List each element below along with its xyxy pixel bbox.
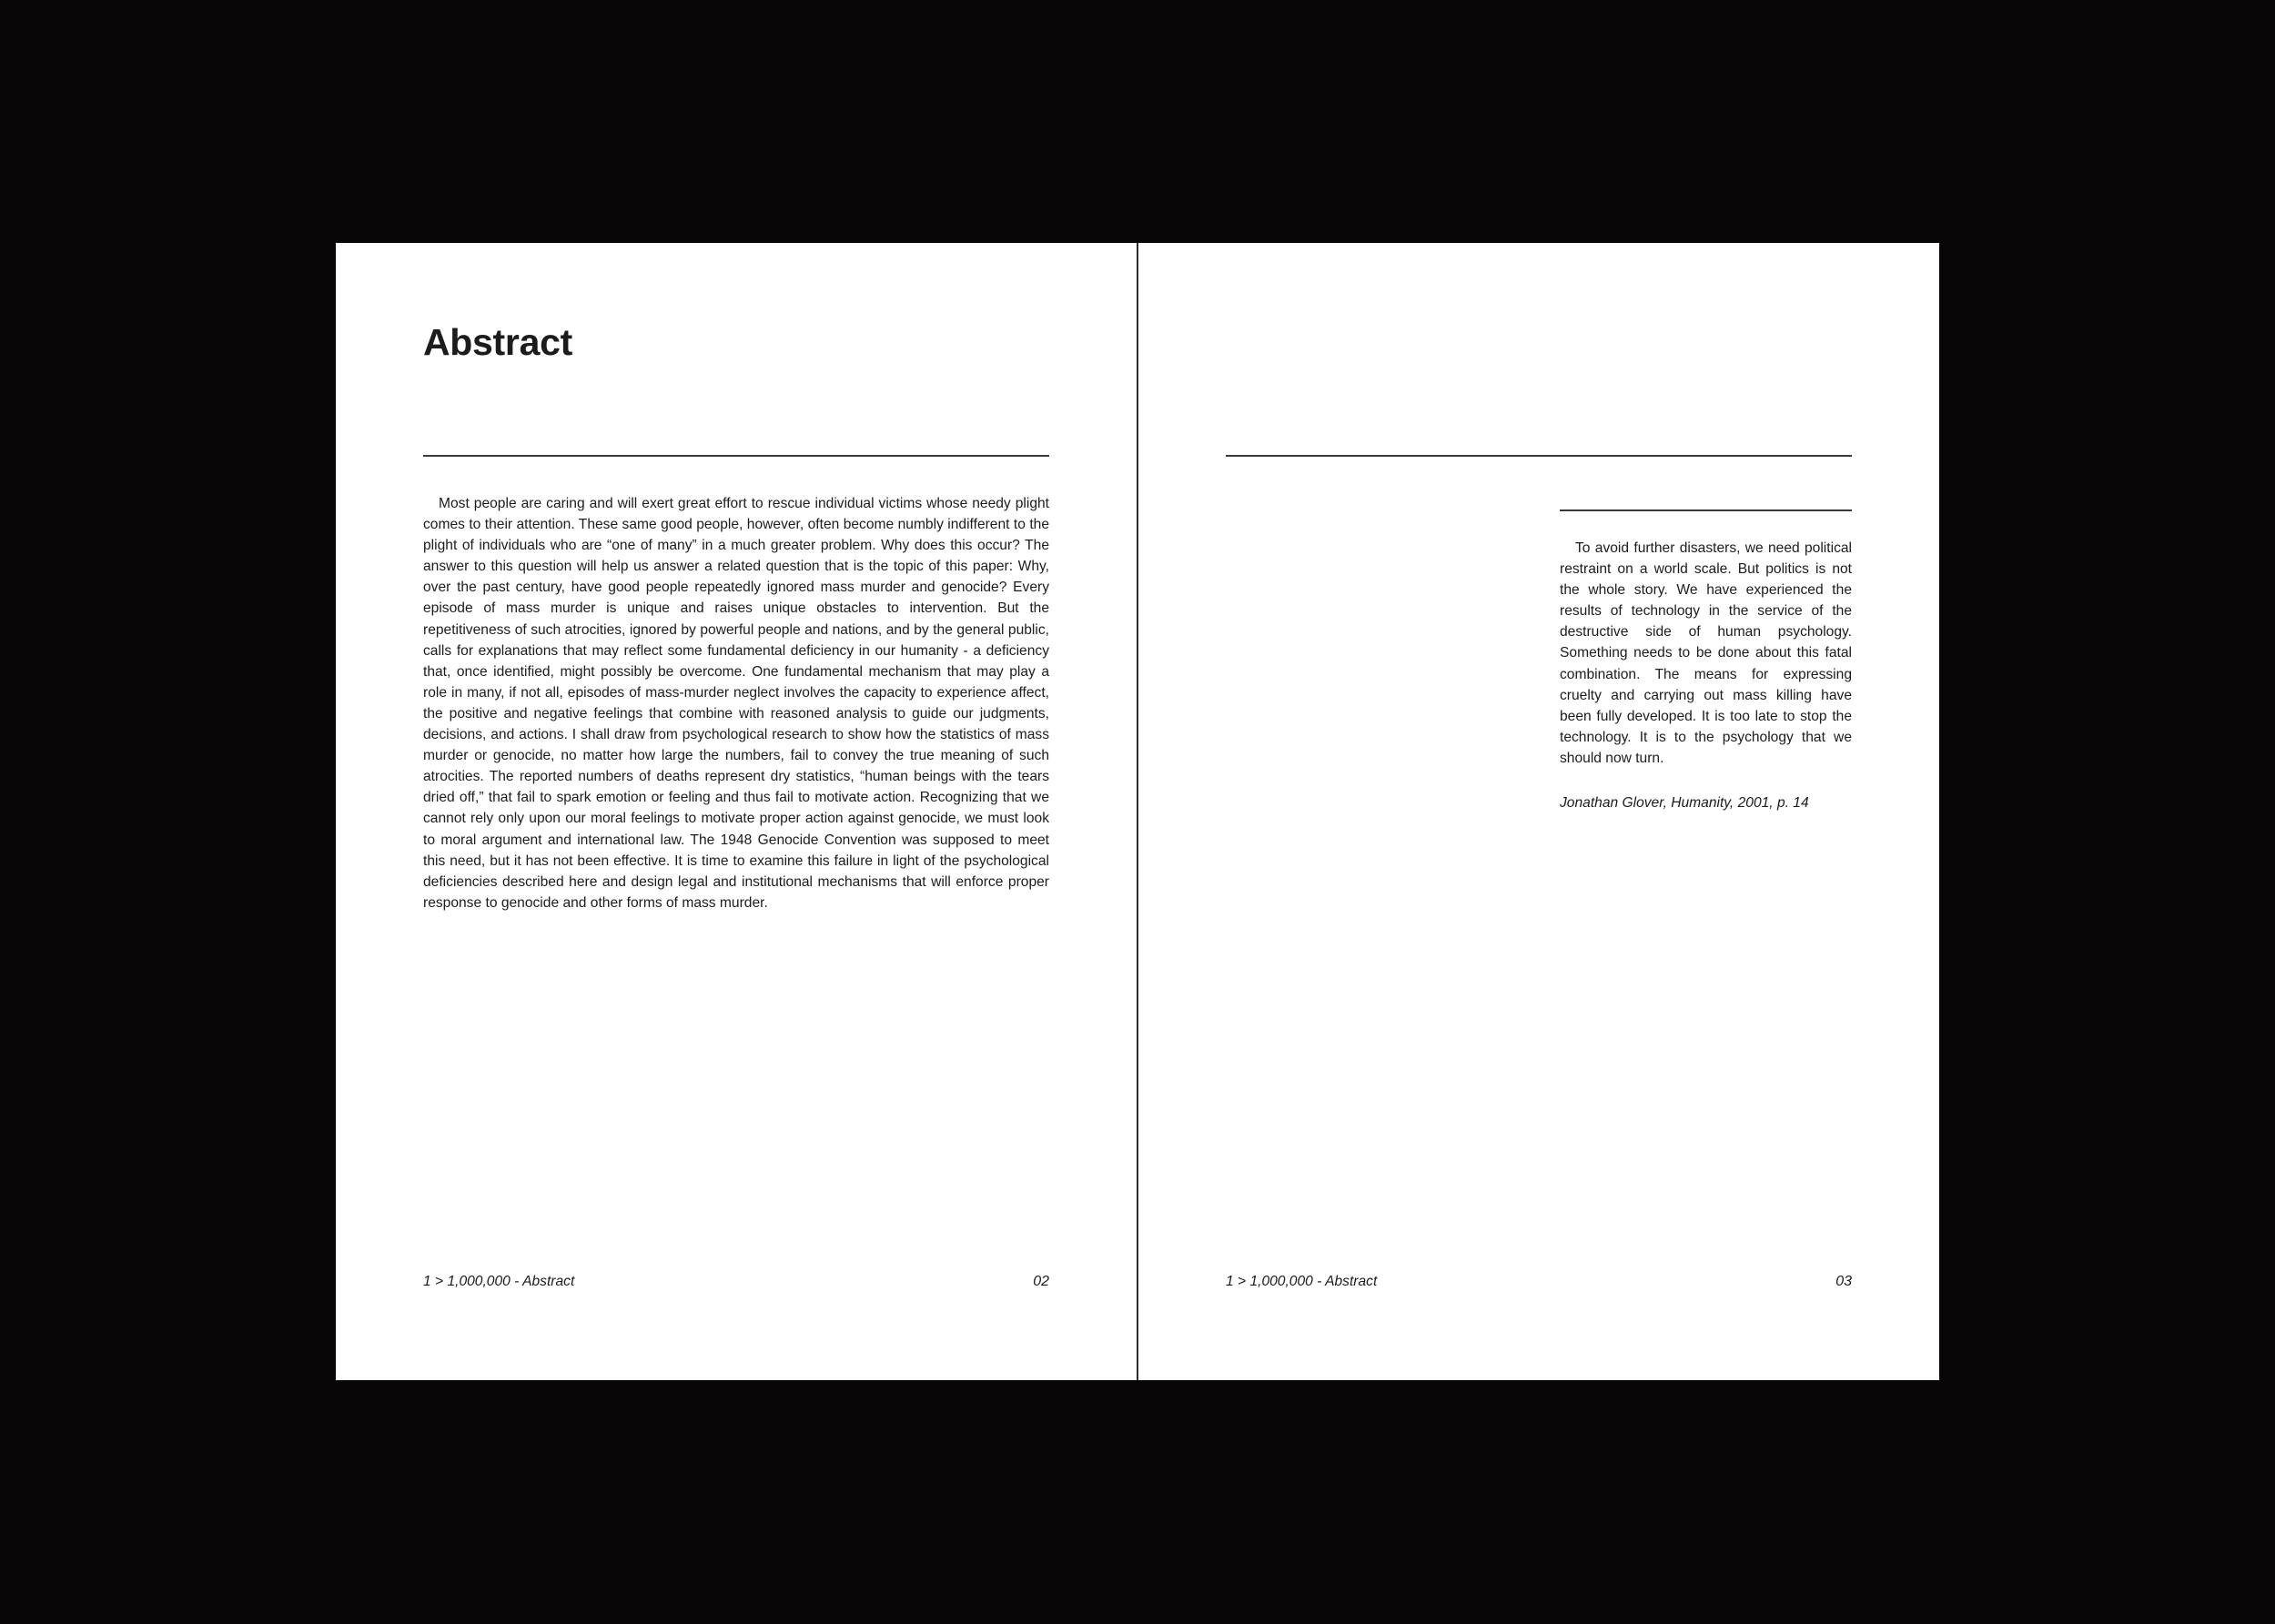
header-rule	[1226, 455, 1852, 457]
right-page	[1138, 243, 1939, 1380]
running-footer-title: 1 > 1,000,000 - Abstract	[423, 1274, 575, 1289]
header-rule	[423, 455, 1049, 457]
page-number: 03	[1835, 1274, 1852, 1289]
book-spread	[336, 243, 1939, 1380]
page-number: 02	[1033, 1274, 1049, 1289]
left-page	[336, 243, 1137, 1380]
page-title: Abstract	[423, 321, 572, 363]
running-footer-title: 1 > 1,000,000 - Abstract	[1226, 1274, 1378, 1289]
epigraph-quote: To avoid further disasters, we need political restraint on a world scale. But politics is not the whole story. We have experienced the results of technology in the service of the destructive side of human psychology. Something needs to be done about this fatal combination. The means for expressing cruelty and carrying out mass killing have been fully developed. It is too late to stop the technology. It is to the psychology that we should now turn.	[1560, 540, 1852, 766]
epigraph-rule	[1560, 509, 1852, 511]
abstract-paragraph: Most people are caring and will exert great effort to rescue individual victims whose needy plight comes to their attention. These same good people, however, often become numbly indifferent to the plight of individuals who are “one of many” in a much greater problem. Why does this occur? The answer to this question will help us answer a related question that is the topic of this paper: Why, over the past century, have good people repeatedly ignored mass murder and genocide? Every episode of mass murder is unique and raises unique obstacles to intervention. But the repetitiveness of such atrocities, ignored by powerful people and nations, and by the general public, calls for explanations that may reflect some fundamental deficiency in our humanity - a deficiency that, once identified, might possibly be overcome. One fundamental mechanism that may play a role in many, if not all, episodes of mass-murder neglect involves the capacity to experience affect, the positive and negative feelings that combine with reasoned analysis to guide our judgments, decisions, and actions. I shall draw from psychological research to show how the statistics of mass murder or genocide, no matter how large the numbers, fail to convey the true meaning of such atrocities. The reported numbers of deaths represent dry statistics, “human beings with the tears dried off,” that fail to spark emotion or feeling and thus fail to motivate action. Recognizing that we cannot rely only upon our moral feelings to motivate proper action against genocide, we must look to moral argument and international law. The 1948 Genocide Convention was supposed to meet this need, but it has not been effective. It is time to examine this failure in light of the psychological deficiencies described here and design legal and institutional mechanisms that will enforce proper response to genocide and other forms of mass murder.	[423, 496, 1049, 911]
epigraph-attribution: Jonathan Glover, Humanity, 2001, p. 14	[1560, 795, 1809, 811]
